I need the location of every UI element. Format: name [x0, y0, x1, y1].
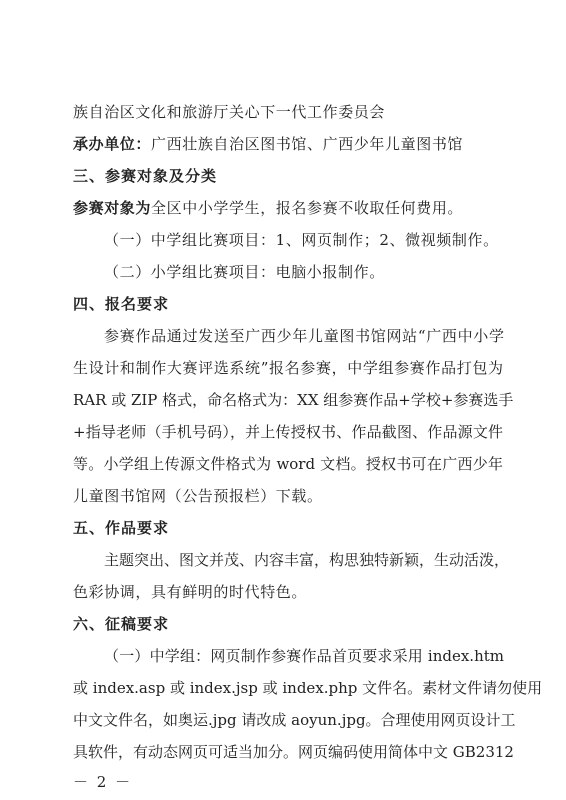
work-requirement-line: 色彩协调，具有鲜明的时代特色。: [73, 583, 308, 601]
primary-school-group-line: （二）小学组比赛项目：电脑小报制作。: [104, 263, 385, 281]
registration-paragraph-line: 儿童图书馆网（公告预报栏）下载。: [73, 487, 323, 505]
page-number: － 2 －: [73, 773, 133, 791]
middle-school-group-line: （一）中学组比赛项目：1、网页制作；2、微视频制作。: [104, 231, 499, 249]
host-unit-label: 承办单位：: [73, 135, 152, 153]
section-5-heading: 五、作品要求: [73, 519, 170, 537]
registration-paragraph-line: +指导老师（手机号码），并上传授权书、作品截图、作品源文件: [73, 423, 503, 441]
registration-paragraph-line: 参赛作品通过发送至广西少年儿童图书馆网站“广西中小学: [104, 327, 504, 345]
work-requirement-line: 主题突出、图文并茂、内容丰富，构思独特新颖，生动活泼，: [104, 551, 510, 569]
organizer-continued-line: 族自治区文化和旅游厅关心下一代工作委员会: [73, 103, 386, 121]
participants-text: 全区中小学学生，报名参赛不收取任何费用。: [151, 199, 464, 217]
submission-requirement-line: 具软件，有动态网页可适当加分。网页编码使用简体中文 GB2312: [73, 743, 514, 761]
submission-requirement-line: （一）中学组：网页制作参赛作品首页要求采用 index.htm: [104, 647, 504, 665]
host-unit-value: 广西壮族自治区图书馆、广西少年儿童图书馆: [151, 135, 464, 153]
host-unit-line: [73, 134, 503, 154]
registration-paragraph-line: 生设计和制作大赛评选系统”报名参赛，中学组参赛作品打包为: [73, 359, 503, 377]
section-6-heading: 六、征稿要求: [73, 615, 170, 633]
section-3-heading: 三、参赛对象及分类: [73, 167, 218, 185]
participants-line: [73, 198, 503, 218]
participants-label: 参赛对象为: [73, 199, 152, 217]
submission-requirement-line: 或 index.asp 或 index.jsp 或 index.php 文件名。素材文件请勿使用: [73, 679, 543, 697]
section-4-heading: 四、报名要求: [73, 295, 170, 313]
registration-paragraph-line: 等。小学组上传源文件格式为 word 文档。授权书可在广西少年: [73, 455, 503, 473]
registration-paragraph-line: RAR 或 ZIP 格式，命名格式为：XX 组参赛作品+学校+参赛选手: [73, 391, 514, 409]
submission-requirement-line: 中文文件名，如奥运.jpg 请改成 aoyun.jpg。合理使用网页设计工: [73, 711, 516, 729]
